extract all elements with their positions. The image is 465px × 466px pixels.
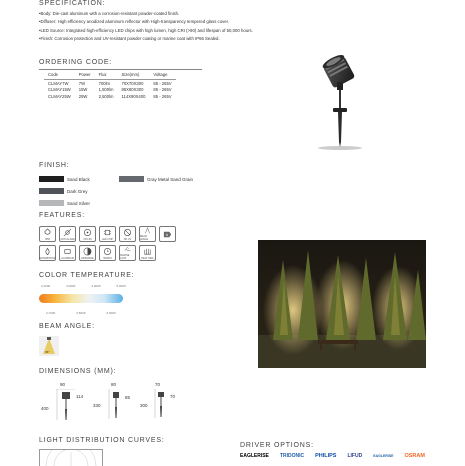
marine-coat-icon xyxy=(119,245,136,261)
finish-option-sand-black xyxy=(39,174,90,184)
cct-label: 4,000K xyxy=(91,284,101,288)
ordering-code-table xyxy=(44,70,176,100)
product-spotlight-image xyxy=(300,52,375,152)
col-flux: Flux xyxy=(95,70,118,80)
finish-options xyxy=(39,174,90,208)
finish-label: Dark Grey xyxy=(67,188,88,194)
dim-drawing-2 xyxy=(106,389,126,419)
class-a-icon xyxy=(159,226,176,242)
dim-head-label: 70 xyxy=(170,394,176,399)
spec-finish: •Finish: Corrosion protection and UV-resistant powder coating or marine coat with IP66 Sealed. xyxy=(39,35,220,41)
features-title: FEATURES: xyxy=(39,212,85,219)
dimensions-title: DIMENSIONS (MM): xyxy=(39,368,117,375)
cell: 85 - 265V xyxy=(153,93,172,99)
beam-angle-diagram xyxy=(39,336,59,356)
finish-swatch xyxy=(39,200,64,206)
cell: 114X90X400 xyxy=(121,93,146,99)
brand-logo: EAGLERISE xyxy=(373,454,394,458)
heat-sink-icon xyxy=(139,245,156,261)
color-temp-top-labels xyxy=(41,284,126,288)
dim-drawing-1 xyxy=(54,389,78,420)
beam-angle-icon xyxy=(139,226,156,242)
light-distribution-title: LIGHT DISTRIBUTION CURVES: xyxy=(39,437,165,444)
feature-label: DIMMABLE xyxy=(81,256,94,260)
lifespan-icon xyxy=(99,245,116,261)
cell: 2,500lm xyxy=(98,93,114,99)
finish-label: Sand Black xyxy=(67,176,90,182)
color-temperature-bar xyxy=(39,294,123,303)
dim-drawing-3 xyxy=(152,389,170,418)
feature-label: IP66 xyxy=(45,237,50,241)
application-photo xyxy=(258,240,426,368)
beam-angle-title: BEAM ANGLE: xyxy=(39,323,95,330)
beam-angle-value: 36° xyxy=(45,350,50,354)
finish-label: Gray Metal Sand Grain xyxy=(147,176,194,182)
cell: 85X80X300 xyxy=(121,87,144,93)
cell: 15W xyxy=(78,87,88,93)
dimensions-diagrams xyxy=(41,380,204,420)
col-size: Size(mm) xyxy=(118,70,150,80)
feature-label: HEAT SINK xyxy=(141,256,154,260)
driver-options-title: DRIVER OPTIONS: xyxy=(240,442,314,449)
brand-logo: OSRAM xyxy=(404,453,425,459)
brand-logo: LIFUD xyxy=(347,453,363,459)
cct-label: 3,500K xyxy=(76,311,86,315)
brand-logo: PHILIPS xyxy=(315,453,337,459)
table-header-row xyxy=(44,70,176,80)
finish-swatch xyxy=(119,176,144,182)
cell: CLMAY25W xyxy=(48,93,71,99)
cri90-icon xyxy=(79,226,96,242)
feature-label: LED CHIP xyxy=(101,237,114,241)
dim-head-label: 114 xyxy=(76,394,84,399)
feature-label: NO UV xyxy=(123,237,132,241)
color-temp-bottom-labels xyxy=(46,311,116,315)
cct-label: 3,000K xyxy=(66,284,76,288)
cct-label: 2,700K xyxy=(46,311,56,315)
finish-title: FINISH: xyxy=(39,162,70,169)
cell: 7W xyxy=(78,80,86,86)
dim-total-label: 330 xyxy=(93,403,101,408)
specification-list xyxy=(39,10,253,43)
dim-width-label: 80 xyxy=(111,382,117,387)
feature-label: 50000H xyxy=(103,256,112,260)
dim-width-label: 90 xyxy=(60,382,66,387)
dim-total-label: 400 xyxy=(41,406,49,411)
brand-logo: EAGLERISE xyxy=(240,453,269,459)
finish-swatch xyxy=(39,176,64,182)
cell: 700lm xyxy=(98,80,111,86)
class-a-letter: A xyxy=(165,232,169,237)
finish-option-sand-silver xyxy=(39,198,90,208)
ip66-icon xyxy=(39,226,56,242)
brand-logo: TRIDONIC xyxy=(279,453,305,459)
dim-total-label: 300 xyxy=(140,403,148,408)
col-code: Code xyxy=(44,70,75,80)
cct-label: 6,500K xyxy=(106,311,116,315)
cct-label: 2,200K xyxy=(41,284,51,288)
aluminum-icon xyxy=(59,245,76,261)
col-power: Power xyxy=(75,70,95,80)
spec-diffuser: •Diffuser: High efficiency anodized aluminum reflector with High-transparency tempered glass cover. xyxy=(39,19,230,25)
cell: 85 - 265V xyxy=(153,87,172,93)
table-row xyxy=(44,80,176,87)
light-distribution-chart xyxy=(39,449,103,466)
specification-title: SPECIFICATION: xyxy=(39,0,106,7)
finish-label: Sand Silver xyxy=(67,200,91,206)
cell: 85 - 265V xyxy=(153,80,172,86)
feature-label: CRI>90 xyxy=(83,237,92,241)
feature-label: WATERPROOF xyxy=(39,256,56,260)
cell: CLMAY7W xyxy=(48,80,69,86)
finish-option-dark-grey xyxy=(39,186,90,196)
led-chip-icon xyxy=(99,226,116,242)
cct-label: 5,000K xyxy=(116,284,126,288)
ordering-code-title: ORDERING CODE: xyxy=(39,59,113,66)
dim-head-label: 85 xyxy=(125,395,131,400)
features-grid xyxy=(39,226,184,261)
cell: 1,500lm xyxy=(98,87,114,93)
waterproof-icon xyxy=(39,245,56,261)
finish-swatch xyxy=(39,188,64,194)
spec-led-source: •LED Source: Integrated high-efficiency LED chips with high lumen, high CRI (>90) and lifespan of 50,000 hours. xyxy=(39,27,253,33)
no-uv-icon xyxy=(119,226,136,242)
anti-glare-icon xyxy=(59,226,76,242)
spec-body: •Body: Die-cast aluminum with a corrosion-resistant powder-coated finish. xyxy=(39,11,180,16)
cell: 25W xyxy=(78,93,88,99)
dimmable-icon xyxy=(79,245,96,261)
dim-width-label: 70 xyxy=(155,382,161,387)
cell: CLMAY15W xyxy=(48,87,71,93)
polar-curve xyxy=(40,450,102,466)
feature-label: BEAM ANGLE xyxy=(140,235,149,241)
feature-label: ALUMINUM xyxy=(61,256,74,260)
finish-option-gray-metal xyxy=(119,174,193,184)
driver-brand-logos xyxy=(240,453,425,459)
color-temperature-title: COLOR TEMPERATURE: xyxy=(39,272,135,279)
feature-label: ANTI-GLARE xyxy=(60,237,75,241)
table-row xyxy=(44,87,176,94)
feature-label: MARINE COAT xyxy=(120,254,130,260)
col-voltage: Voltage xyxy=(149,70,175,80)
table-row xyxy=(44,93,176,100)
cell: 70X70X300 xyxy=(121,80,144,86)
